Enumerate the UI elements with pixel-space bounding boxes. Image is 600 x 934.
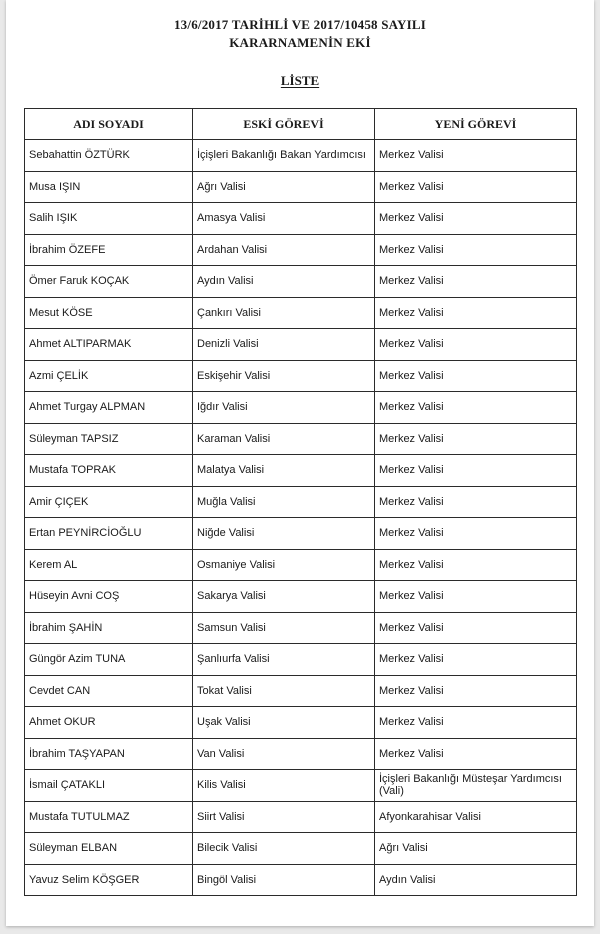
cell-new-post: Merkez Valisi [375,266,577,298]
cell-old-post: Van Valisi [193,738,375,770]
table-header-row [25,109,577,140]
cell-old-post: Osmaniye Valisi [193,549,375,581]
cell-name: Kerem AL [25,549,193,581]
cell-new-post: Aydın Valisi [375,864,577,896]
cell-old-post: Şanlıurfa Valisi [193,644,375,676]
cell-name: Mesut KÖSE [25,297,193,329]
list-heading-text: LİSTE [280,73,320,88]
cell-name: Mustafa TUTULMAZ [25,801,193,833]
cell-name: Ahmet OKUR [25,707,193,739]
table-row [25,738,577,770]
table-row [25,518,577,550]
table-row [25,297,577,329]
table-row [25,203,577,235]
cell-old-post: Tokat Valisi [193,675,375,707]
cell-old-post: Kilis Valisi [193,770,375,802]
cell-name: Musa IŞIN [25,171,193,203]
cell-name: Yavuz Selim KÖŞGER [25,864,193,896]
cell-name: Cevdet CAN [25,675,193,707]
cell-old-post: Aydın Valisi [193,266,375,298]
cell-new-post: Merkez Valisi [375,707,577,739]
cell-old-post: Bilecik Valisi [193,833,375,865]
cell-name: Süleyman TAPSIZ [25,423,193,455]
decree-title: 13/6/2017 TARİHLİ VE 2017/10458 SAYILI [173,17,426,32]
cell-old-post: Amasya Valisi [193,203,375,235]
table-row [25,675,577,707]
cell-new-post: Ağrı Valisi [375,833,577,865]
table-row [25,234,577,266]
table-row [25,486,577,518]
cell-old-post: Malatya Valisi [193,455,375,487]
cell-new-post: Merkez Valisi [375,581,577,613]
table-row [25,360,577,392]
cell-new-post: Merkez Valisi [375,297,577,329]
cell-new-post: İçişleri Bakanlığı Müsteşar Yardımcısı (Vali) [375,770,577,802]
column-header-new-post: YENİ GÖREVİ [375,109,577,140]
list-heading [6,73,594,89]
column-header-old-post: ESKİ GÖREVİ [193,109,375,140]
column-header-name: ADI SOYADI [25,109,193,140]
cell-new-post: Merkez Valisi [375,644,577,676]
table-row [25,581,577,613]
cell-old-post: Samsun Valisi [193,612,375,644]
table-row [25,392,577,424]
cell-name: İsmail ÇATAKLI [25,770,193,802]
cell-name: Amir ÇIÇEK [25,486,193,518]
cell-old-post: Muğla Valisi [193,486,375,518]
cell-new-post: Merkez Valisi [375,675,577,707]
cell-new-post: Merkez Valisi [375,392,577,424]
cell-new-post: Merkez Valisi [375,171,577,203]
cell-new-post: Merkez Valisi [375,423,577,455]
cell-new-post: Merkez Valisi [375,455,577,487]
document-page [6,0,594,926]
table-row [25,329,577,361]
decree-subtitle: KARARNAMENİN EKİ [229,35,371,50]
table-row [25,612,577,644]
cell-new-post: Merkez Valisi [375,234,577,266]
cell-name: Güngör Azim TUNA [25,644,193,676]
table-row [25,707,577,739]
cell-name: İbrahim ŞAHİN [25,612,193,644]
cell-old-post: Uşak Valisi [193,707,375,739]
table-row [25,423,577,455]
cell-name: Azmi ÇELİK [25,360,193,392]
cell-name: Ahmet ALTIPARMAK [25,329,193,361]
cell-old-post: Siirt Valisi [193,801,375,833]
cell-new-post: Afyonkarahisar Valisi [375,801,577,833]
cell-name: İbrahim TAŞYAPAN [25,738,193,770]
cell-old-post: Eskişehir Valisi [193,360,375,392]
cell-old-post: Denizli Valisi [193,329,375,361]
cell-name: Mustafa TOPRAK [25,455,193,487]
cell-old-post: Bingöl Valisi [193,864,375,896]
cell-new-post: Merkez Valisi [375,203,577,235]
table-row [25,140,577,172]
cell-name: İbrahim ÖZEFE [25,234,193,266]
cell-old-post: Karaman Valisi [193,423,375,455]
table-row [25,171,577,203]
table-row [25,801,577,833]
cell-new-post: Merkez Valisi [375,549,577,581]
table-row [25,549,577,581]
cell-old-post: Ardahan Valisi [193,234,375,266]
cell-name: Süleyman ELBAN [25,833,193,865]
cell-name: Ahmet Turgay ALPMAN [25,392,193,424]
cell-new-post: Merkez Valisi [375,738,577,770]
cell-name: Ömer Faruk KOÇAK [25,266,193,298]
cell-name: Salih IŞIK [25,203,193,235]
cell-old-post: Ağrı Valisi [193,171,375,203]
cell-new-post: Merkez Valisi [375,329,577,361]
cell-name: Ertan PEYNİRCİOĞLU [25,518,193,550]
cell-name: Hüseyin Avni COŞ [25,581,193,613]
cell-new-post: Merkez Valisi [375,518,577,550]
cell-new-post: Merkez Valisi [375,612,577,644]
table-row [25,833,577,865]
table-row [25,770,577,802]
table-row [25,644,577,676]
cell-old-post: Iğdır Valisi [193,392,375,424]
cell-old-post: Sakarya Valisi [193,581,375,613]
appointments-table [24,108,577,896]
cell-old-post: Niğde Valisi [193,518,375,550]
cell-new-post: Merkez Valisi [375,140,577,172]
cell-name: Sebahattin ÖZTÜRK [25,140,193,172]
cell-old-post: İçişleri Bakanlığı Bakan Yardımcısı [193,140,375,172]
cell-new-post: Merkez Valisi [375,360,577,392]
table-row [25,266,577,298]
table-row [25,864,577,896]
table-row [25,455,577,487]
cell-old-post: Çankırı Valisi [193,297,375,329]
cell-new-post: Merkez Valisi [375,486,577,518]
